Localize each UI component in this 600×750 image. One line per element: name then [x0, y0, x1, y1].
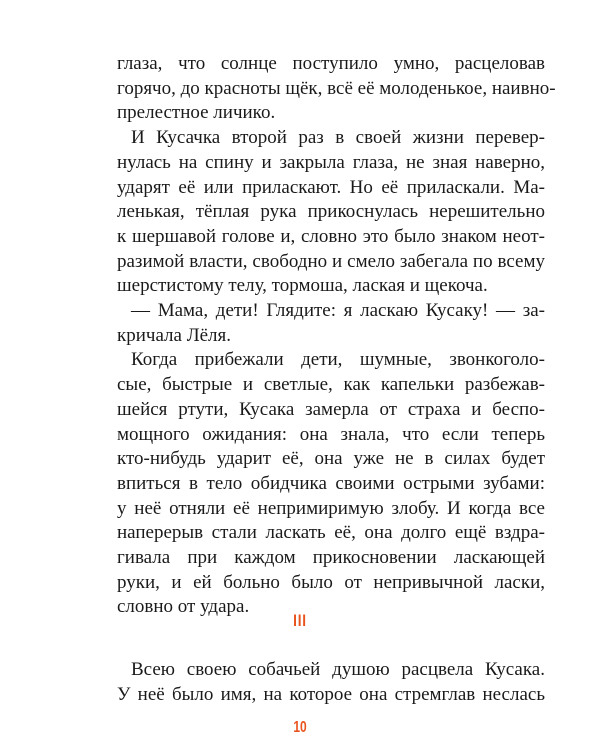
text-line: разимой власти, свободно и смело забегала по всему [117, 250, 545, 272]
text-line: сые, быстрые и светлые, как капельки разбежав- [117, 374, 545, 396]
page-number: 10 [293, 719, 307, 736]
text-line: наперерыв стали ласкать её, она долго ещё вздра- [117, 522, 545, 544]
text-line: у неё отняли её непримиримую злобу. И когда все [117, 497, 545, 519]
text-line: к шершавой голове и, словно это было знаком неот- [117, 225, 545, 247]
body-text-top [117, 52, 556, 620]
text-line: горячо, до красноты щёк, всё её молоденькое, наивно- [117, 77, 556, 99]
text-line: словно от удара. [117, 596, 250, 618]
text-line: руки, и ей больно было от непривычной ласки, [117, 571, 545, 593]
text-line: ударят её или приласкают. Но её приласкали. Ма- [117, 176, 545, 198]
text-line: глаза, что солнце поступило умно, расцеловав [117, 53, 545, 74]
text-line: впиться в тело обидчика своими острыми зубами: [117, 472, 545, 494]
chapter-number: III [293, 611, 307, 630]
text-line: шейся ртути, Кусака замерла от страха и беспо- [117, 398, 545, 420]
text-line: Когда прибежали дети, шумные, звонкоголо- [131, 349, 545, 371]
text-line: прелестное личико. [117, 102, 276, 124]
text-line: У неё было имя, на которое она стремглав неслась [117, 683, 545, 705]
text-line: — Мама, дети! Глядите: я ласкаю Кусаку! — за- [131, 300, 545, 322]
text-line: шерстистому телу, тормоша, лаская и щекоча. [117, 275, 488, 297]
text-line: ленькая, тёплая рука прикоснулась нерешительно [117, 201, 545, 223]
text-line: гивала при каждом прикосновении ласкающей [117, 547, 545, 569]
text-line: нулась на спину и закрыла глаза, не зная наверно, [117, 151, 545, 173]
text-line: мощного ожидания: она знала, что если теперь [117, 423, 545, 445]
text-line: Всею своею собачьей душою расцвела Кусака. [131, 659, 545, 680]
text-line: И Кусачка второй раз в своей жизни перевер- [131, 127, 545, 149]
body-text-bottom [117, 658, 545, 707]
text-line: кричала Лёля. [117, 324, 232, 346]
text-line: кто-нибудь ударит её, она уже не в силах будет [117, 448, 545, 470]
